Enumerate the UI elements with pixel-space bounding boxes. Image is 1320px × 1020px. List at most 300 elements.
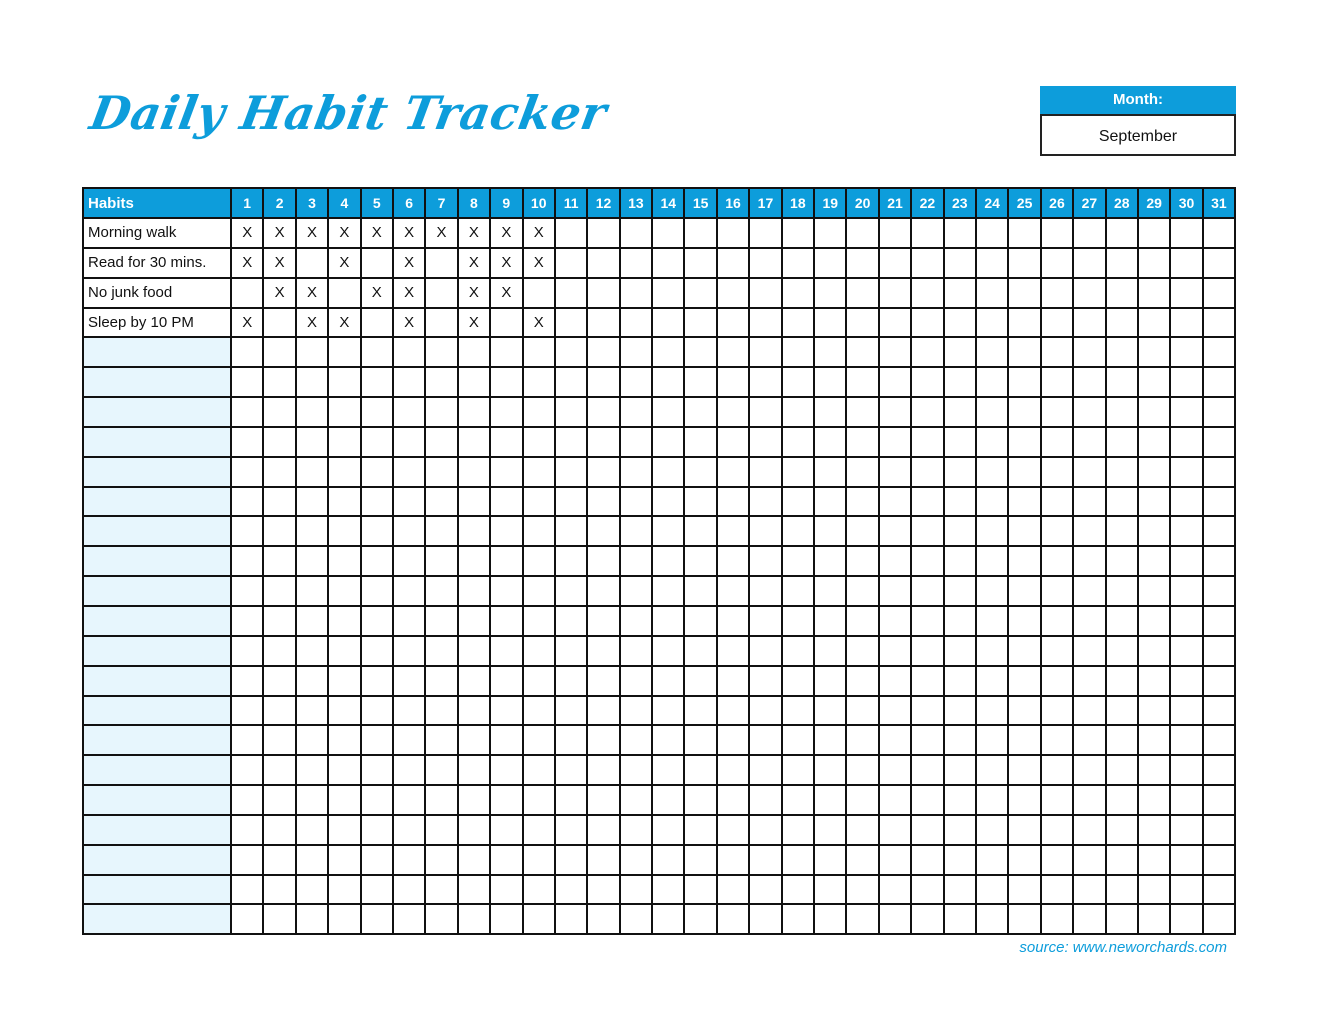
day-cell[interactable] <box>944 606 976 636</box>
day-cell[interactable] <box>976 248 1008 278</box>
day-cell[interactable] <box>976 636 1008 666</box>
day-cell[interactable] <box>263 546 295 576</box>
day-cell[interactable] <box>458 487 490 517</box>
day-cell[interactable] <box>328 576 360 606</box>
day-cell[interactable] <box>1138 397 1170 427</box>
day-cell[interactable] <box>1138 337 1170 367</box>
day-cell[interactable] <box>1008 546 1040 576</box>
day-cell[interactable] <box>296 755 328 785</box>
day-cell[interactable] <box>1041 308 1073 338</box>
day-cell[interactable] <box>1008 636 1040 666</box>
day-cell[interactable] <box>846 278 878 308</box>
day-cell[interactable] <box>846 666 878 696</box>
day-cell[interactable] <box>425 696 457 726</box>
day-cell[interactable] <box>555 397 587 427</box>
day-cell[interactable] <box>652 606 684 636</box>
day-cell[interactable] <box>1106 457 1138 487</box>
day-cell[interactable] <box>684 725 716 755</box>
day-cell[interactable] <box>749 487 781 517</box>
day-cell[interactable] <box>425 367 457 397</box>
day-cell[interactable] <box>1170 516 1202 546</box>
day-cell[interactable] <box>620 308 652 338</box>
day-cell[interactable] <box>393 546 425 576</box>
day-cell[interactable] <box>1041 427 1073 457</box>
habit-name-cell[interactable]: Sleep by 10 PM <box>83 308 231 338</box>
day-cell[interactable] <box>1041 487 1073 517</box>
day-cell[interactable] <box>1041 845 1073 875</box>
day-cell[interactable] <box>1106 785 1138 815</box>
day-cell[interactable] <box>296 815 328 845</box>
day-cell[interactable] <box>846 546 878 576</box>
day-cell[interactable] <box>684 904 716 934</box>
day-cell[interactable] <box>555 516 587 546</box>
day-cell[interactable] <box>393 487 425 517</box>
day-cell[interactable] <box>361 755 393 785</box>
day-cell[interactable] <box>1203 636 1235 666</box>
day-cell[interactable] <box>944 278 976 308</box>
day-cell[interactable] <box>976 576 1008 606</box>
day-cell[interactable] <box>814 666 846 696</box>
day-cell[interactable] <box>1138 666 1170 696</box>
day-cell[interactable] <box>814 904 846 934</box>
day-cell[interactable] <box>717 218 749 248</box>
habit-name-cell[interactable] <box>83 904 231 934</box>
day-cell[interactable] <box>1203 546 1235 576</box>
day-cell[interactable] <box>361 785 393 815</box>
day-cell[interactable] <box>1073 337 1105 367</box>
day-cell[interactable] <box>296 875 328 905</box>
day-cell[interactable] <box>1170 308 1202 338</box>
day-cell[interactable] <box>555 218 587 248</box>
day-cell[interactable] <box>1008 606 1040 636</box>
day-cell[interactable] <box>652 457 684 487</box>
day-cell[interactable] <box>717 457 749 487</box>
day-cell[interactable] <box>328 696 360 726</box>
day-cell[interactable] <box>555 815 587 845</box>
day-cell[interactable] <box>620 755 652 785</box>
day-cell[interactable] <box>1008 397 1040 427</box>
day-cell[interactable] <box>1106 516 1138 546</box>
day-cell[interactable] <box>587 337 619 367</box>
day-cell[interactable] <box>976 815 1008 845</box>
day-cell[interactable]: X <box>458 218 490 248</box>
day-cell[interactable]: X <box>328 218 360 248</box>
day-cell[interactable] <box>684 337 716 367</box>
day-cell[interactable] <box>749 904 781 934</box>
habit-name-cell[interactable] <box>83 487 231 517</box>
day-cell[interactable] <box>231 815 263 845</box>
day-cell[interactable] <box>523 815 555 845</box>
day-cell[interactable] <box>425 308 457 338</box>
day-cell[interactable] <box>911 576 943 606</box>
day-cell[interactable] <box>587 666 619 696</box>
day-cell[interactable] <box>587 308 619 338</box>
day-cell[interactable] <box>684 815 716 845</box>
day-cell[interactable] <box>749 755 781 785</box>
day-cell[interactable] <box>523 904 555 934</box>
day-cell[interactable] <box>846 516 878 546</box>
day-cell[interactable] <box>652 666 684 696</box>
day-cell[interactable] <box>717 308 749 338</box>
day-cell[interactable] <box>717 248 749 278</box>
day-cell[interactable] <box>263 636 295 666</box>
day-cell[interactable] <box>782 696 814 726</box>
day-cell[interactable] <box>1203 666 1235 696</box>
day-cell[interactable] <box>361 427 393 457</box>
day-cell[interactable] <box>944 815 976 845</box>
day-cell[interactable] <box>879 636 911 666</box>
day-cell[interactable] <box>814 875 846 905</box>
day-cell[interactable] <box>555 487 587 517</box>
day-cell[interactable] <box>425 457 457 487</box>
day-cell[interactable] <box>361 815 393 845</box>
day-cell[interactable] <box>652 218 684 248</box>
day-cell[interactable] <box>296 904 328 934</box>
day-cell[interactable] <box>976 218 1008 248</box>
day-cell[interactable] <box>620 606 652 636</box>
day-cell[interactable] <box>749 666 781 696</box>
day-cell[interactable] <box>1138 785 1170 815</box>
day-cell[interactable] <box>361 516 393 546</box>
day-cell[interactable] <box>846 337 878 367</box>
day-cell[interactable] <box>1138 218 1170 248</box>
day-cell[interactable] <box>361 397 393 427</box>
day-cell[interactable] <box>1138 904 1170 934</box>
day-cell[interactable] <box>846 696 878 726</box>
day-cell[interactable] <box>361 248 393 278</box>
day-cell[interactable] <box>620 576 652 606</box>
day-cell[interactable] <box>1041 725 1073 755</box>
day-cell[interactable] <box>587 427 619 457</box>
day-cell[interactable] <box>1170 666 1202 696</box>
day-cell[interactable] <box>782 367 814 397</box>
day-cell[interactable] <box>425 785 457 815</box>
day-cell[interactable] <box>393 337 425 367</box>
day-cell[interactable] <box>425 904 457 934</box>
day-cell[interactable] <box>782 666 814 696</box>
day-cell[interactable] <box>1203 457 1235 487</box>
day-cell[interactable]: X <box>231 218 263 248</box>
day-cell[interactable] <box>911 248 943 278</box>
day-cell[interactable] <box>749 337 781 367</box>
day-cell[interactable] <box>976 487 1008 517</box>
day-cell[interactable] <box>1041 248 1073 278</box>
day-cell[interactable] <box>1203 755 1235 785</box>
day-cell[interactable] <box>296 337 328 367</box>
day-cell[interactable] <box>1073 606 1105 636</box>
day-cell[interactable] <box>652 367 684 397</box>
habit-name-cell[interactable] <box>83 666 231 696</box>
day-cell[interactable] <box>523 636 555 666</box>
day-cell[interactable] <box>1008 576 1040 606</box>
day-cell[interactable] <box>911 666 943 696</box>
day-cell[interactable] <box>490 875 522 905</box>
day-cell[interactable] <box>1203 218 1235 248</box>
day-cell[interactable] <box>458 666 490 696</box>
day-cell[interactable] <box>1106 815 1138 845</box>
day-cell[interactable] <box>523 457 555 487</box>
day-cell[interactable] <box>652 755 684 785</box>
day-cell[interactable] <box>879 218 911 248</box>
day-cell[interactable] <box>1138 576 1170 606</box>
day-cell[interactable] <box>1008 845 1040 875</box>
day-cell[interactable] <box>1041 815 1073 845</box>
day-cell[interactable] <box>749 218 781 248</box>
day-cell[interactable] <box>620 696 652 726</box>
day-cell[interactable] <box>393 815 425 845</box>
day-cell[interactable] <box>749 457 781 487</box>
day-cell[interactable] <box>296 636 328 666</box>
day-cell[interactable] <box>1073 875 1105 905</box>
day-cell[interactable] <box>652 427 684 457</box>
day-cell[interactable] <box>749 248 781 278</box>
day-cell[interactable] <box>620 845 652 875</box>
day-cell[interactable] <box>782 516 814 546</box>
habit-name-cell[interactable] <box>83 875 231 905</box>
day-cell[interactable] <box>1203 725 1235 755</box>
habit-name-cell[interactable] <box>83 725 231 755</box>
day-cell[interactable] <box>1008 218 1040 248</box>
day-cell[interactable] <box>749 785 781 815</box>
day-cell[interactable] <box>1008 457 1040 487</box>
day-cell[interactable] <box>749 546 781 576</box>
day-cell[interactable] <box>782 725 814 755</box>
day-cell[interactable] <box>846 457 878 487</box>
day-cell[interactable] <box>846 904 878 934</box>
day-cell[interactable] <box>328 606 360 636</box>
day-cell[interactable] <box>976 308 1008 338</box>
day-cell[interactable] <box>944 427 976 457</box>
day-cell[interactable]: X <box>328 248 360 278</box>
day-cell[interactable] <box>1008 815 1040 845</box>
day-cell[interactable] <box>911 308 943 338</box>
day-cell[interactable] <box>717 666 749 696</box>
day-cell[interactable] <box>684 636 716 666</box>
day-cell[interactable] <box>684 397 716 427</box>
day-cell[interactable] <box>879 606 911 636</box>
day-cell[interactable] <box>328 278 360 308</box>
day-cell[interactable] <box>231 397 263 427</box>
day-cell[interactable] <box>846 606 878 636</box>
habit-name-cell[interactable] <box>83 696 231 726</box>
day-cell[interactable] <box>523 427 555 457</box>
day-cell[interactable] <box>782 576 814 606</box>
day-cell[interactable] <box>814 308 846 338</box>
day-cell[interactable] <box>490 397 522 427</box>
day-cell[interactable] <box>879 845 911 875</box>
day-cell[interactable] <box>361 546 393 576</box>
day-cell[interactable] <box>1073 725 1105 755</box>
day-cell[interactable] <box>879 546 911 576</box>
day-cell[interactable] <box>555 278 587 308</box>
day-cell[interactable] <box>1073 845 1105 875</box>
day-cell[interactable] <box>1203 397 1235 427</box>
day-cell[interactable] <box>976 904 1008 934</box>
day-cell[interactable] <box>523 875 555 905</box>
day-cell[interactable]: X <box>393 308 425 338</box>
day-cell[interactable] <box>879 516 911 546</box>
day-cell[interactable] <box>263 815 295 845</box>
day-cell[interactable] <box>879 337 911 367</box>
day-cell[interactable] <box>814 218 846 248</box>
day-cell[interactable] <box>328 636 360 666</box>
day-cell[interactable] <box>1203 248 1235 278</box>
day-cell[interactable] <box>555 785 587 815</box>
habit-name-cell[interactable]: Morning walk <box>83 218 231 248</box>
day-cell[interactable] <box>587 606 619 636</box>
day-cell[interactable] <box>555 546 587 576</box>
day-cell[interactable] <box>814 606 846 636</box>
day-cell[interactable] <box>717 546 749 576</box>
day-cell[interactable] <box>944 845 976 875</box>
day-cell[interactable] <box>1073 487 1105 517</box>
day-cell[interactable] <box>425 278 457 308</box>
day-cell[interactable] <box>1073 516 1105 546</box>
day-cell[interactable] <box>361 367 393 397</box>
day-cell[interactable] <box>620 546 652 576</box>
day-cell[interactable] <box>1106 427 1138 457</box>
day-cell[interactable] <box>523 785 555 815</box>
day-cell[interactable] <box>587 397 619 427</box>
day-cell[interactable] <box>620 218 652 248</box>
day-cell[interactable] <box>976 427 1008 457</box>
day-cell[interactable] <box>296 487 328 517</box>
day-cell[interactable] <box>1041 218 1073 248</box>
day-cell[interactable] <box>555 875 587 905</box>
day-cell[interactable] <box>1170 248 1202 278</box>
day-cell[interactable] <box>490 487 522 517</box>
day-cell[interactable] <box>1203 875 1235 905</box>
day-cell[interactable] <box>425 337 457 367</box>
day-cell[interactable] <box>555 636 587 666</box>
day-cell[interactable] <box>684 218 716 248</box>
day-cell[interactable] <box>1008 696 1040 726</box>
day-cell[interactable] <box>263 666 295 696</box>
day-cell[interactable] <box>749 397 781 427</box>
day-cell[interactable] <box>1041 397 1073 427</box>
day-cell[interactable] <box>555 845 587 875</box>
day-cell[interactable] <box>911 904 943 934</box>
day-cell[interactable] <box>1138 457 1170 487</box>
habit-name-cell[interactable]: No junk food <box>83 278 231 308</box>
day-cell[interactable] <box>1041 904 1073 934</box>
day-cell[interactable] <box>879 367 911 397</box>
day-cell[interactable] <box>231 546 263 576</box>
day-cell[interactable] <box>652 785 684 815</box>
day-cell[interactable] <box>749 725 781 755</box>
day-cell[interactable]: X <box>361 278 393 308</box>
day-cell[interactable] <box>587 785 619 815</box>
day-cell[interactable] <box>263 308 295 338</box>
day-cell[interactable] <box>263 725 295 755</box>
day-cell[interactable] <box>523 397 555 427</box>
day-cell[interactable] <box>458 815 490 845</box>
day-cell[interactable] <box>523 725 555 755</box>
day-cell[interactable] <box>393 755 425 785</box>
day-cell[interactable] <box>555 606 587 636</box>
day-cell[interactable] <box>1106 248 1138 278</box>
day-cell[interactable] <box>1041 576 1073 606</box>
day-cell[interactable] <box>231 845 263 875</box>
day-cell[interactable] <box>425 815 457 845</box>
day-cell[interactable] <box>361 487 393 517</box>
day-cell[interactable] <box>425 516 457 546</box>
day-cell[interactable] <box>523 755 555 785</box>
day-cell[interactable] <box>1041 755 1073 785</box>
day-cell[interactable] <box>684 367 716 397</box>
day-cell[interactable] <box>944 308 976 338</box>
day-cell[interactable] <box>523 666 555 696</box>
day-cell[interactable] <box>328 367 360 397</box>
habit-name-cell[interactable] <box>83 546 231 576</box>
day-cell[interactable] <box>879 248 911 278</box>
day-cell[interactable] <box>684 546 716 576</box>
day-cell[interactable] <box>1041 606 1073 636</box>
day-cell[interactable] <box>393 606 425 636</box>
day-cell[interactable] <box>523 278 555 308</box>
day-cell[interactable] <box>911 457 943 487</box>
day-cell[interactable] <box>1138 696 1170 726</box>
day-cell[interactable] <box>976 875 1008 905</box>
day-cell[interactable] <box>1106 278 1138 308</box>
day-cell[interactable] <box>231 487 263 517</box>
day-cell[interactable] <box>1170 636 1202 666</box>
day-cell[interactable] <box>846 308 878 338</box>
day-cell[interactable] <box>846 576 878 606</box>
day-cell[interactable] <box>231 576 263 606</box>
day-cell[interactable] <box>749 606 781 636</box>
day-cell[interactable] <box>684 427 716 457</box>
day-cell[interactable]: X <box>393 218 425 248</box>
day-cell[interactable] <box>1041 785 1073 815</box>
day-cell[interactable] <box>749 696 781 726</box>
day-cell[interactable] <box>1203 516 1235 546</box>
day-cell[interactable] <box>523 696 555 726</box>
day-cell[interactable] <box>555 696 587 726</box>
day-cell[interactable] <box>425 875 457 905</box>
day-cell[interactable] <box>1041 666 1073 696</box>
day-cell[interactable] <box>1041 636 1073 666</box>
day-cell[interactable] <box>1008 427 1040 457</box>
day-cell[interactable] <box>587 218 619 248</box>
day-cell[interactable] <box>1170 487 1202 517</box>
day-cell[interactable] <box>652 546 684 576</box>
day-cell[interactable] <box>911 367 943 397</box>
day-cell[interactable] <box>846 725 878 755</box>
day-cell[interactable] <box>1170 427 1202 457</box>
day-cell[interactable] <box>749 278 781 308</box>
day-cell[interactable] <box>263 427 295 457</box>
day-cell[interactable] <box>1106 755 1138 785</box>
day-cell[interactable] <box>523 576 555 606</box>
day-cell[interactable] <box>1138 487 1170 517</box>
day-cell[interactable] <box>490 576 522 606</box>
day-cell[interactable] <box>1008 755 1040 785</box>
day-cell[interactable] <box>263 576 295 606</box>
day-cell[interactable] <box>782 785 814 815</box>
day-cell[interactable] <box>782 845 814 875</box>
day-cell[interactable] <box>1138 278 1170 308</box>
day-cell[interactable] <box>749 427 781 457</box>
habit-name-cell[interactable] <box>83 427 231 457</box>
day-cell[interactable] <box>231 725 263 755</box>
day-cell[interactable] <box>328 666 360 696</box>
day-cell[interactable] <box>587 696 619 726</box>
day-cell[interactable] <box>652 278 684 308</box>
day-cell[interactable] <box>361 308 393 338</box>
day-cell[interactable] <box>620 278 652 308</box>
day-cell[interactable] <box>1073 427 1105 457</box>
